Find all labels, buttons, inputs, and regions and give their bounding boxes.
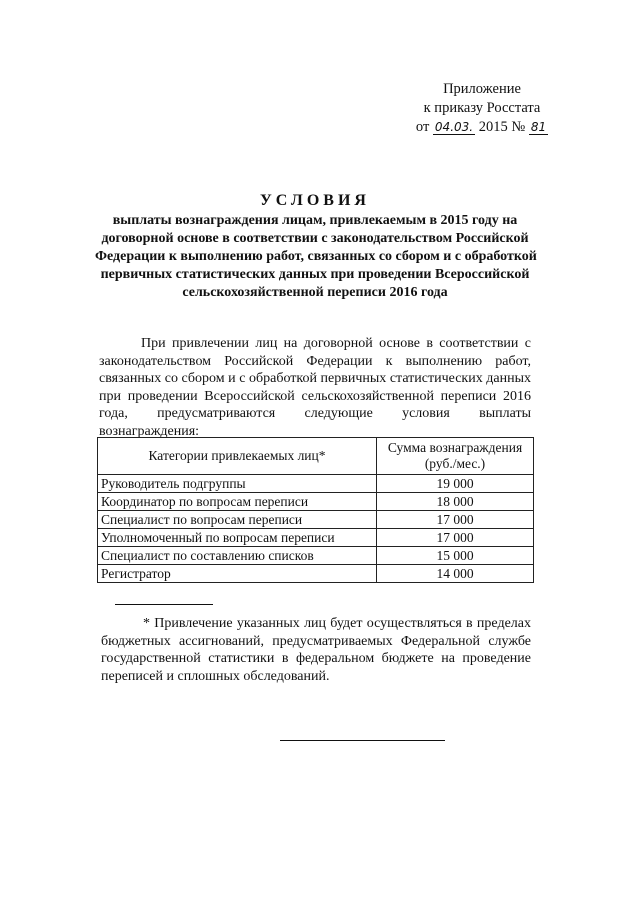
title-line: Федерации к выполнению работ, связанных со сбором и с обработкой bbox=[95, 249, 537, 264]
title-line: выплаты вознаграждения лицам, привлекаемым в 2015 году на bbox=[112, 213, 518, 228]
appendix-order-ref: к приказу Росстата bbox=[423, 100, 541, 116]
header-amount bbox=[377, 438, 534, 475]
end-rule bbox=[280, 740, 445, 741]
header-category: Категории привлекаемых лиц* bbox=[98, 438, 377, 475]
year-number-label: 2015 № bbox=[478, 119, 526, 135]
appendix-header bbox=[382, 80, 582, 137]
row-amount: 19 000 bbox=[377, 475, 534, 493]
document-title bbox=[95, 190, 535, 302]
date-prefix: от bbox=[415, 119, 430, 135]
row-category: Специалист по составлению списков bbox=[98, 547, 377, 565]
appendix-label: Приложение bbox=[443, 81, 521, 97]
intro-text: При привлечении лиц на договорной основе в соответствии с законодательством Российской Федерации к выполнению работ, связанных со сбором и с обработкой первичных статистических данных при проведении Всероссийской сельскохозяйственной переписи 2016 года, предусматриваются следующие условия выплаты вознаграждения: bbox=[99, 336, 531, 439]
title-line: первичных статистических данных при проведении Всероссийской bbox=[100, 267, 530, 282]
footnote-text: * Привлечение указанных лиц будет осуществляться в пределах бюджетных ассигнований, предусматриваемых Федеральной службе государственной статистики в федеральном бюджете на проведение переписей и сплошных обследований. bbox=[101, 616, 531, 684]
header-amount-line2: (руб./мес.) bbox=[424, 456, 486, 471]
row-amount: 17 000 bbox=[377, 529, 534, 547]
row-category: Регистратор bbox=[98, 565, 377, 583]
row-category: Уполномоченный по вопросам переписи bbox=[98, 529, 377, 547]
row-amount: 15 000 bbox=[377, 547, 534, 565]
table-row bbox=[98, 565, 534, 583]
table-row bbox=[98, 511, 534, 529]
footnote bbox=[101, 615, 531, 685]
row-category: Специалист по вопросам переписи bbox=[98, 511, 377, 529]
title-line: договорной основе в соответствии с законодательством Российской bbox=[101, 231, 529, 246]
row-amount: 17 000 bbox=[377, 511, 534, 529]
table-row bbox=[98, 529, 534, 547]
table-row bbox=[98, 547, 534, 565]
handwritten-order-number: 81 bbox=[530, 120, 547, 134]
title-line: сельскохозяйственной переписи 2016 года bbox=[182, 285, 448, 300]
appendix-date-line bbox=[382, 118, 582, 137]
row-category: Координатор по вопросам переписи bbox=[98, 493, 377, 511]
handwritten-date: 04.03. bbox=[434, 120, 474, 134]
row-amount: 18 000 bbox=[377, 493, 534, 511]
row-category: Руководитель подгруппы bbox=[98, 475, 377, 493]
title-main: УСЛОВИЯ bbox=[260, 192, 370, 209]
footnote-separator bbox=[115, 604, 213, 605]
row-amount: 14 000 bbox=[377, 565, 534, 583]
table-row bbox=[98, 493, 534, 511]
table-row bbox=[98, 475, 534, 493]
rates-table bbox=[97, 437, 534, 583]
intro-paragraph bbox=[99, 335, 531, 440]
table-header-row bbox=[98, 438, 534, 475]
header-amount-line1: Сумма вознаграждения bbox=[387, 440, 523, 455]
